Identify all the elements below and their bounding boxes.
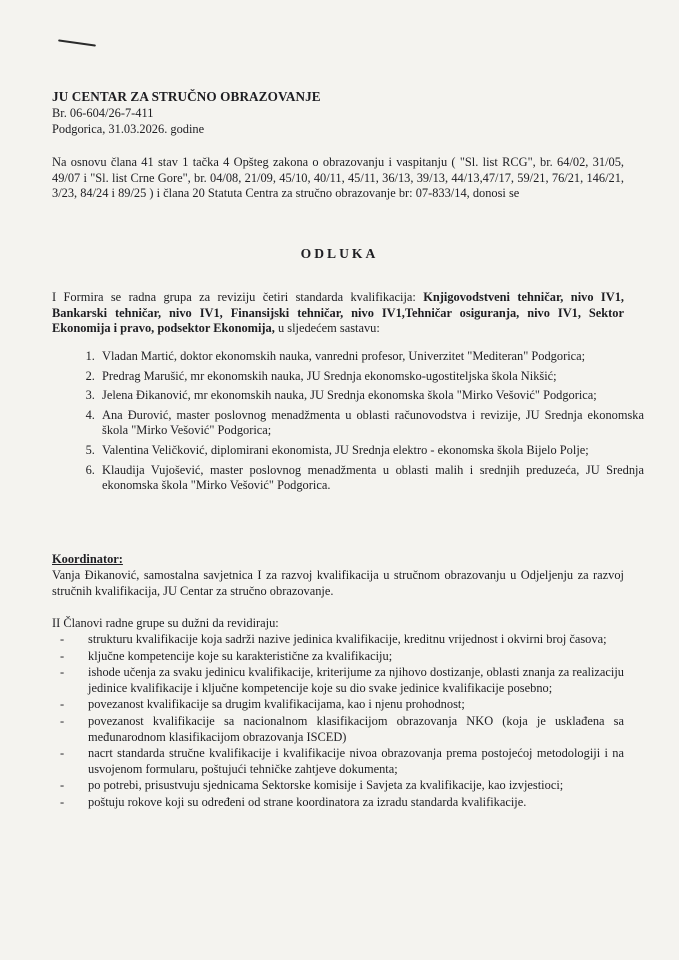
dash-bullet: -: [60, 778, 65, 793]
dash-bullet: -: [60, 632, 65, 646]
duty-item: [60, 795, 624, 811]
section-two-intro: II Članovi radne grupe su dužni da revidiraju:: [52, 616, 279, 630]
duty-item: [60, 778, 624, 794]
duty-text: strukturu kvalifikacije koja sadrži nazive jedinica kvalifikacije, kreditnu vrijednost i okvirni broj časova;: [88, 632, 607, 646]
duty-item: [60, 632, 624, 648]
duty-item: [60, 746, 624, 777]
dash-bullet: -: [60, 794, 65, 809]
legal-basis-paragraph: Na osnovu člana 41 stav 1 tačka 4 Opšteg zakona o obrazovanju i vaspitanju ( "Sl. list RCG", br. 64/02, 31/05, 49/07 i "Sl. list Crne Gore", br. 04/08, 21/09, 45/10, 40/11, 45/11, 36/13, 39/13, 44/13,47/17, 59/21, 76/21, 146/21, 3/23, 84/24 i 89/25 ) i člana 20 Statuta Centra za stručno obrazovanje br: 07-833/14, donosi se: [52, 155, 624, 201]
duty-text: povezanost kvalifikacije sa drugim kvalifikacijama, kao i njenu prohodnost;: [88, 697, 465, 712]
member-item: 5. Valentina Veličković, diplomirani ekonomista, JU Srednja elektro - ekonomska škola Bijelo Polje;: [98, 443, 644, 459]
dash-bullet: -: [60, 697, 65, 712]
member-item: 6. Klaudija Vujošević, master poslovnog menadžmenta u oblasti malih i srednjih preduzeća, JU Srednja ekonomska škola "Mirko Vešović" Podgorica.: [98, 463, 644, 494]
document-title: ODLUKA: [300, 246, 379, 261]
reference-number: Br. 06-604/26-7-411: [52, 106, 154, 120]
member-item: 4. Ana Đurović, master poslovnog menadžmenta u oblasti računovodstva i revizije, JU Srednja ekonomska škola "Mirko Vešović" Podgorica;: [98, 408, 644, 439]
pen-mark: [58, 39, 96, 46]
section-one-suffix: u sljedećem sastavu:: [277, 321, 380, 336]
qualifications-list: Knjigovodstveni tehničar, nivo IV1, Bankarski tehničar, nivo IV1, Finansijski tehničar, nivo IV1,Tehničar osiguranja, nivo IV1, Sektor Ekonomija i pravo, podsektor Ekonomija,: [52, 290, 624, 336]
duties-list: [60, 632, 624, 812]
member-item: 2. Predrag Marušić, mr ekonomskih nauka, JU Srednja ekonomsko-ugostiteljska škola Nikšić;: [98, 369, 644, 385]
duty-text: povezanost kvalifikacije sa nacionalnom klasifikacijom obrazovanja NKO (koja je usklađena sa međunarodnom klasifikacijom obrazovanja ISCED): [88, 713, 624, 744]
member-item: 3. Jelena Đikanović, mr ekonomskih nauka, JU Srednja ekonomska škola "Mirko Vešović" Podgorica;: [98, 388, 644, 404]
section-one-intro: I Formira se radna grupa za reviziju četiri standarda kvalifikacija:: [52, 290, 416, 304]
dash-bullet: -: [60, 665, 65, 680]
coordinator-heading: Koordinator:: [52, 552, 123, 566]
coordinator-text: Vanja Đikanović, samostalna savjetnica I za razvoj kvalifikacija u stručnom obrazovanju u Odjeljenju za razvoj stručnih kvalifikacija, JU Centar za stručno obrazovanje.: [52, 568, 624, 598]
dash-bullet: -: [60, 648, 65, 663]
duty-item: [60, 714, 624, 745]
section-one-paragraph: [52, 290, 624, 337]
organization-name: JU CENTAR ZA STRUČNO OBRAZOVANJE: [52, 89, 321, 104]
duty-text: poštuju rokove koji su određeni od strane koordinatora za izradu standarda kvalifikacije.: [88, 794, 527, 809]
dash-bullet: -: [60, 746, 65, 761]
duty-text: ključne kompetencije koje su karakteristične za kvalifikaciju;: [88, 648, 393, 663]
duty-item: [60, 649, 624, 665]
duty-text: po potrebi, prisustvuju sjednicama Sektorske komisije i Savjeta za kvalifikacije, kao izvjestioci;: [88, 778, 564, 793]
duty-text: nacrt standarda stručne kvalifikacije i kvalifikacije nivoa obrazovanja prema postojećoj metodologiji i na usvojenom formularu, poštujući tehničke zahtjeve dokumenta;: [88, 746, 624, 776]
dash-bullet: -: [60, 713, 65, 728]
working-group-members: [78, 349, 644, 498]
place-date: Podgorica, 31.03.2026. godine: [52, 122, 205, 136]
member-item: 1. Vladan Martić, doktor ekonomskih nauka, vanredni profesor, Univerzitet "Mediteran" Podgorica;: [98, 349, 644, 365]
duty-item: [60, 665, 624, 696]
duty-item: [60, 697, 624, 713]
duty-text: ishode učenja za svaku jedinicu kvalifikacije, kriterijume za njihovo dostizanje, oblasti znanja za realizaciju jedinice kvalifikacije i ključne kompetencije koje su dio svake jedinice kvalifikacije posebno;: [88, 665, 624, 695]
